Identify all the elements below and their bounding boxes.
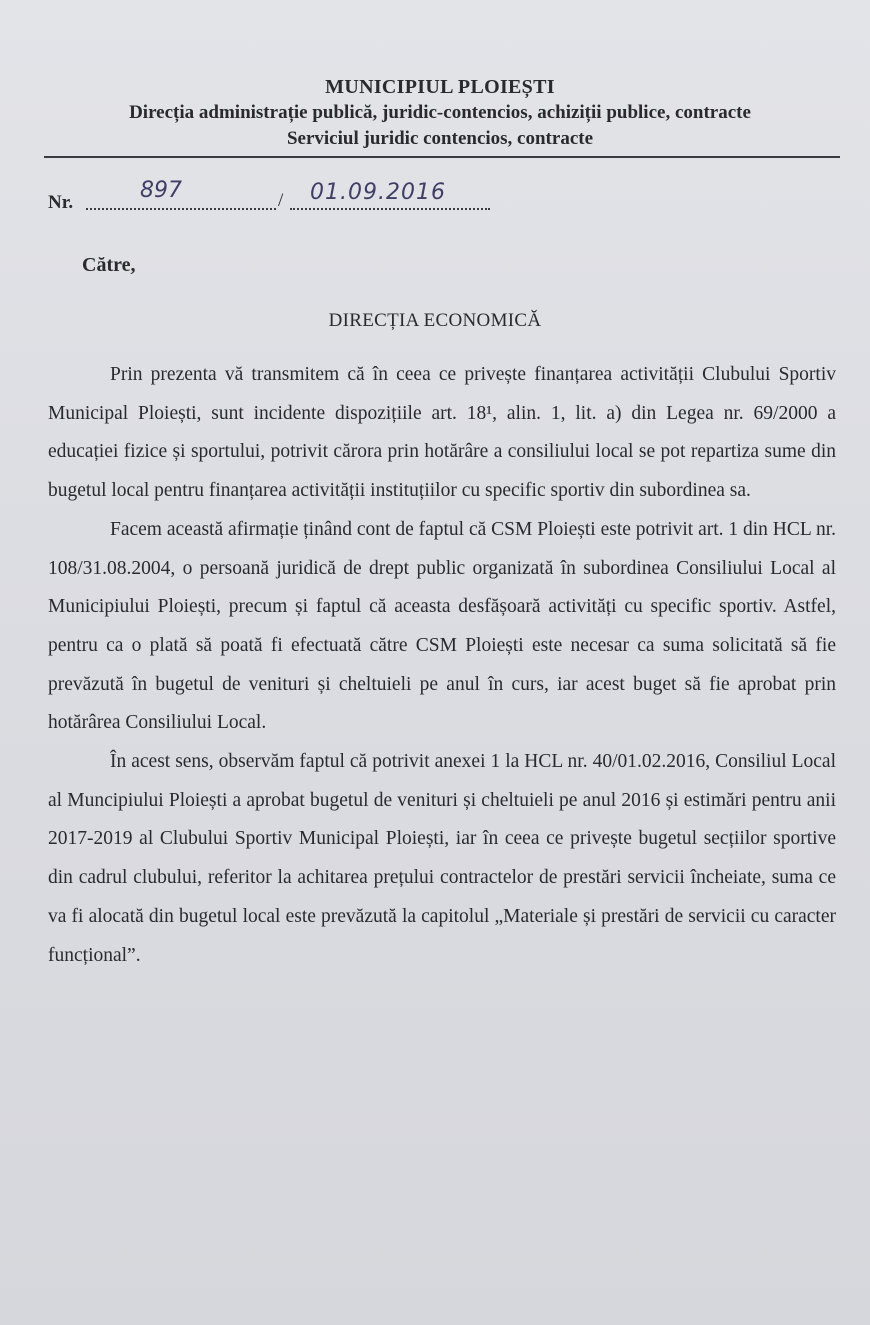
registration-date-dots xyxy=(290,208,490,210)
service-name: Serviciul juridic contencios, contracte xyxy=(286,128,594,149)
registration-label: Nr. xyxy=(48,192,74,213)
registration-separator: / xyxy=(278,190,284,211)
letter-body xyxy=(48,356,836,975)
registration-number-dots xyxy=(86,208,276,210)
directorate-name: Direcția administrație publică, juridic-contencios, achiziții publice, contracte xyxy=(129,102,751,123)
paragraph: Facem această afirmație ținând cont de faptul că CSM Ploiești este potrivit art. 1 din HCL nr. 108/31.08.2004, o persoană juridică de drept public organizată în subordinea Consiliului Local al Municipiului Ploiești, precum și faptul că aceasta desfășoară activități cu specific sportiv. Astfel, pentru ca o plată să poată fi efectuată către CSM Ploiești este necesar ca suma solicitată să fie prevăzută în bugetul de venituri și cheltuieli pe anul în curs, iar acest buget să fie aprobat prin hotărârea Consiliului Local. xyxy=(48,518,837,734)
letterhead xyxy=(40,74,840,152)
registration-date: 01.09.2016 xyxy=(310,180,446,205)
registration-line xyxy=(48,176,568,216)
salutation: Către, xyxy=(82,254,136,276)
paragraph: Prin prezenta vă transmitem că în ceea ce privește finanțarea activității Clubului Sportiv Municipal Ploiești, sunt incidente dispozițiile art. 18¹, alin. 1, lit. a) din Legea nr. 69/2000 a educației fizice și sportului, potrivit cărora prin hotărâre a consiliului local se pot repartiza sume din bugetul local pentru finanțarea activității instituțiilor cu specific sportiv din subordinea sa. xyxy=(48,364,836,502)
recipient-name: DIRECȚIA ECONOMICĂ xyxy=(328,310,542,331)
header-divider xyxy=(44,156,840,158)
institution-name: MUNICIPIUL PLOIEȘTI xyxy=(325,76,555,98)
paragraph: În acest sens, observăm faptul că potrivit anexei 1 la HCL nr. 40/01.02.2016, Consiliul Local al Muncipiului Ploiești a aprobat bugetul de venituri și cheltuieli pe anul 2016 și estimări pentru anii 2017-2019 al Clubului Sportiv Municipal Ploiești, iar în ceea ce privește bugetul secțiilor sportive din cadrul clubului, referitor la achitarea prețului contractelor de prestări servicii încheiate, suma ce va fi alocată din bugetul local este prevăzută la capitolul „Materiale și prestări de servicii cu caracter funcțional”. xyxy=(48,751,836,966)
registration-number: 897 xyxy=(140,178,182,203)
